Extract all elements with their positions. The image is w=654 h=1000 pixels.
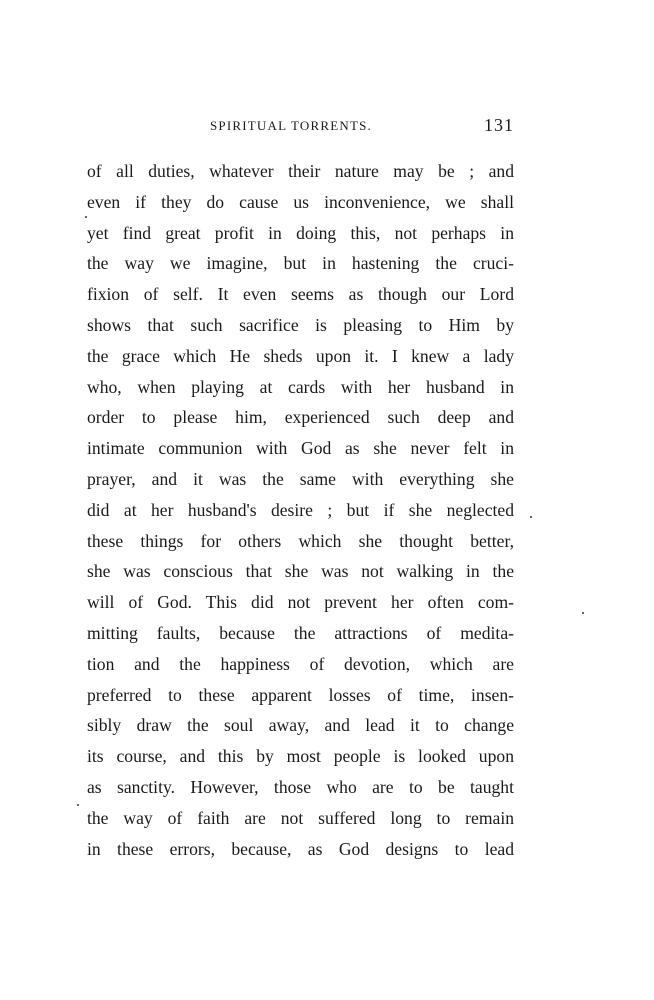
text-line: tion and the happiness of devotion, which are xyxy=(87,653,514,674)
text-line: order to please him, experienced such deep and xyxy=(87,407,514,428)
text-line: shows that such sacrifice is pleasing to Him by xyxy=(87,314,514,335)
text-line: of all duties, whatever their nature may be ; and xyxy=(87,161,514,181)
text-line: the way we imagine, but in hastening the cruci- xyxy=(87,253,514,274)
text-line: mitting faults, because the attractions of medita- xyxy=(87,622,514,643)
page-number: 131 xyxy=(484,115,514,135)
text-line: who, when playing at cards with her husband in xyxy=(87,376,514,397)
text-line: prayer, and it was the same with everything she xyxy=(87,468,514,489)
text-line: the grace which He sheds upon it. I knew a lady xyxy=(87,345,514,366)
text-line: its course, and this by most people is looked upon xyxy=(87,746,514,767)
text-line: as sanctity. However, those who are to be taught xyxy=(87,776,514,797)
text-line: did at her husband's desire ; but if she neglected xyxy=(87,499,514,520)
print-speck xyxy=(530,516,532,518)
print-speck xyxy=(85,216,87,218)
text-line: yet find great profit in doing this, not perhaps in xyxy=(87,222,514,243)
text-line: in these errors, because, as God designs to lead xyxy=(87,838,514,859)
text-line: will of God. This did not prevent her often com- xyxy=(87,592,514,613)
text-line: sibly draw the soul away, and lead it to change xyxy=(87,715,514,736)
text-line: fixion of self. It even seems as though our Lord xyxy=(87,284,514,305)
running-title: SPIRITUAL TORRENTS. xyxy=(210,118,372,133)
running-head xyxy=(86,115,514,140)
print-speck xyxy=(77,804,79,806)
print-speck xyxy=(582,612,584,614)
text-line: preferred to these apparent losses of time, insen- xyxy=(87,684,514,705)
text-line: intimate communion with God as she never felt in xyxy=(87,438,514,459)
text-line: she was conscious that she was not walking in the xyxy=(87,561,514,582)
text-line: the way of faith are not suffered long to remain xyxy=(87,807,514,828)
text-line: these things for others which she thought better, xyxy=(87,530,514,551)
body-text xyxy=(87,156,514,864)
text-line: even if they do cause us inconvenience, we shall xyxy=(87,191,514,212)
